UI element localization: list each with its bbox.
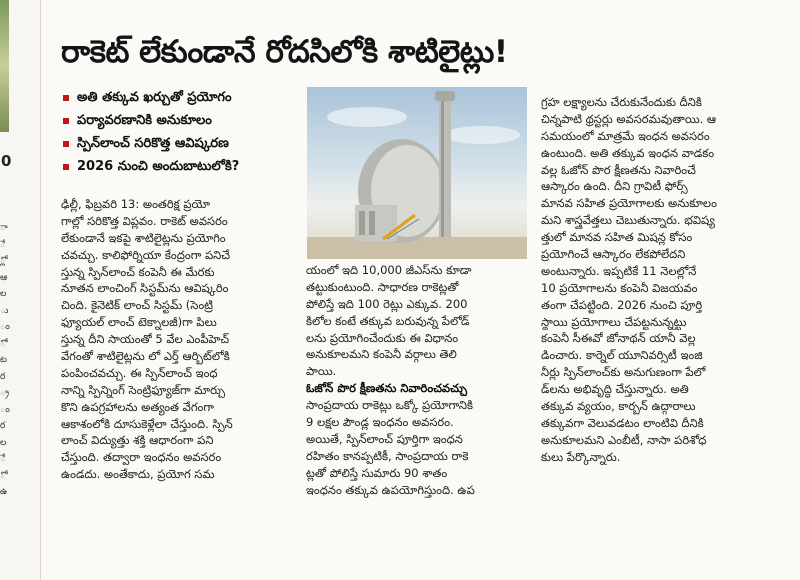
adjacent-text-line: ట bbox=[0, 355, 7, 365]
article-line: ఫ్యూయల్ లాంచ్ టెక్నాలజీ)గా పిలు bbox=[61, 315, 217, 330]
adjacent-text-line: ం bbox=[0, 322, 10, 332]
article-headline: రాకెట్ లేకుండానే రోదసిలోకి శాటిలైట్లు! bbox=[61, 34, 508, 70]
article-line: తట్టుకుంటుంది. సాధారణ రాకెట్లతో bbox=[306, 279, 459, 294]
article-line: లను ప్రయోగించేందుకు ఈ విధానం bbox=[306, 330, 459, 345]
highlight-item: స్పిన్‌లాంచ్ సరికొత్త ఆవిష్కరణ bbox=[61, 132, 311, 155]
article-line: వేగంతో శాటిలైట్లను లో ఎర్త్ ఆర్బిట్‌లోకి bbox=[61, 349, 230, 364]
adjacent-text-line: ే bbox=[0, 239, 6, 250]
article-line: డ్‌లను అభివృద్ధి చేస్తున్నారు. అతి bbox=[541, 382, 689, 397]
article-line: ఇంధనం తక్కువ ఉపయోగిస్తుంది. ఉప bbox=[306, 482, 475, 497]
adjacent-text-line: ే bbox=[0, 454, 6, 464]
article-line: 9 లక్షల పౌండ్ల ఇంధనం అవసరం. bbox=[306, 415, 454, 430]
article-line: డించారు. కార్నెల్ యూనివర్సిటీ ఇంజి bbox=[541, 348, 703, 363]
highlight-item: 2026 నుంచి అందుబాటులోకి? bbox=[61, 155, 311, 178]
article-column-1 bbox=[61, 196, 316, 483]
article-line: మని శాస్త్రవేత్తలు చెబుతున్నారు. భవిష్య bbox=[541, 213, 715, 228]
article-line: స్తున్న స్పిన్‌లాంచ్ కంపెనీ ఈ మేరకు bbox=[61, 264, 215, 279]
article-line: గ్రహ లక్ష్యాలను చేరుకునేందుకు దీనికి bbox=[541, 95, 702, 109]
news-article bbox=[40, 0, 800, 580]
adjacent-text-line: ్లో bbox=[0, 256, 6, 266]
article-line: తంగా చేపట్టింది. 2026 నుంచి పూర్తి bbox=[541, 297, 703, 312]
article-line: పాయి. bbox=[306, 364, 337, 379]
article-line: లాంచ్ విద్యుత్తు శక్తి ఆధారంగా పని bbox=[61, 433, 214, 448]
article-line: కిలోల కంటే తక్కువ బరువున్న పేలోడ్ bbox=[306, 313, 470, 328]
article-line: చేస్తుంది. తద్వారా ఇంధనం అవసరం bbox=[61, 450, 222, 465]
article-line: కొని ఉపగ్రహాలను అత్యంత వేగంగా bbox=[61, 399, 214, 414]
article-column-3 bbox=[541, 94, 773, 466]
article-line: పోలిస్తే ఇది 100 రెట్లు ఎక్కువ. 200 bbox=[306, 296, 468, 311]
adjacent-text-line: ర bbox=[0, 421, 6, 431]
article-column-2 bbox=[306, 262, 528, 498]
article-line: అనుకూలమని కంపెనీ వర్గాలు తెలి bbox=[306, 347, 457, 362]
adjacent-text-line: ం bbox=[0, 404, 10, 415]
article-line: ఆస్కారం ఉంది. దీని గ్రావిటీ ఫోర్స్ bbox=[541, 179, 688, 194]
adjacent-text-line: ర bbox=[0, 371, 6, 382]
adjacent-text-line: ో bbox=[0, 338, 6, 349]
highlights-list bbox=[61, 86, 311, 178]
article-line: అనుకూలమని ఎంబీటీ, నాసా పరిశోధ bbox=[541, 432, 707, 447]
spinlaunch-photo bbox=[307, 87, 527, 259]
adjacent-text-line: ల bbox=[0, 289, 7, 299]
article-line: వల్ల ఓజోన్ పొర క్షీణతను నివారించే bbox=[541, 162, 696, 177]
article-line: నూతన లాంచింగ్ సిస్టమ్‌ను ఆవిష్కరిం bbox=[61, 281, 229, 296]
article-line: రహితం కానప్పటికీ, సాంప్రదాయ రాకె bbox=[306, 448, 469, 463]
article-line: ఢిల్లీ, ఫిబ్రవరి 13: అంతరిక్ష ప్రయో bbox=[61, 197, 210, 211]
adjacent-text-line: ు bbox=[0, 305, 9, 316]
section-subheading: ఓజోన్ పొర క్షీణతను నివారించవచ్చు bbox=[306, 381, 467, 396]
adjacent-text-line: ో bbox=[0, 470, 6, 481]
article-line: స్తున్న దీని సాయంతో 5 వేల ఎంపీహెచ్ bbox=[61, 332, 230, 347]
article-line: పంపించవచ్చు. ఈ స్పిన్‌లాంచ్ ఇంధ bbox=[61, 365, 218, 380]
adjacent-text-line: ఉ bbox=[0, 487, 8, 497]
article-line: సమయంలో మాత్రమే ఇంధన అవసరం bbox=[541, 128, 710, 143]
article-line: 10 ప్రయోగాలను కంపెనీ విజయవం bbox=[541, 280, 698, 295]
article-line: స్థాయి ప్రయోగాలు చేపట్టనున్నట్టు bbox=[541, 314, 687, 329]
article-line: చవచ్చు. కాలిఫోర్నియా కేంద్రంగా పనిచే bbox=[61, 247, 230, 262]
article-line: యంలో ఇది 10,000 జీఎస్‌ను కూడా bbox=[306, 263, 472, 277]
article-line: కులు పేర్కొన్నారు. bbox=[541, 449, 621, 464]
adjacent-text-line: ్ర bbox=[0, 388, 9, 398]
adjacent-digit: 0 bbox=[1, 152, 12, 170]
adjacent-article-edge bbox=[0, 0, 40, 580]
article-line: అంటున్నారు. ఇప్పటికే 11 నెలల్లోనే bbox=[541, 263, 697, 278]
article-line: చింది. కైనెటిక్ లాంచ్ సిస్టమ్ (సెంట్రి bbox=[61, 298, 214, 313]
article-line: ప్రయోగించే ఆస్కారం లేకపోలేదని bbox=[541, 247, 686, 262]
article-line: తక్కువగా వెలువడటం లాంటివి దీనికి bbox=[541, 415, 704, 430]
highlight-item: పర్యావరణానికి అనుకూలం bbox=[61, 109, 311, 132]
article-line: ట్లతో పోలిస్తే సుమారు 90 శాతం bbox=[306, 465, 448, 480]
article-line: మానవ సహిత ప్రయోగాలకు అనుకూలం bbox=[541, 196, 717, 211]
article-line: ఉండదు. అంతేకాదు, ప్రయోగ సమ bbox=[61, 467, 215, 482]
adjacent-photo-edge bbox=[0, 0, 9, 132]
adjacent-text-line: ఆ bbox=[0, 272, 8, 283]
article-line: నాన్ని స్పిన్నింగ్ సెంట్రిఫ్యూజ్‌గా మార్చు bbox=[61, 382, 226, 397]
article-line: లేకుండానే ఇకపై శాటిలైట్లను ప్రయోగిం bbox=[61, 230, 226, 245]
article-line: చిన్నపాటి థ్రస్టర్లు అవసరమవుతాయి. ఆ bbox=[541, 111, 717, 126]
highlight-item: అతి తక్కువ ఖర్చుతో ప్రయోగం bbox=[61, 86, 311, 109]
article-line: సాంప్రదాయ రాకెట్లు ఒక్కో ప్రయోగానికి bbox=[306, 398, 473, 413]
article-line: ఉంటుంది. అతి తక్కువ ఇంధన వాడకం bbox=[541, 145, 715, 160]
article-line: నీర్లు స్పిన్‌లాంచ్‌కు అనుగుణంగా పేలో bbox=[541, 365, 706, 380]
article-line: కంపెనీ సీఈవో జోనాథన్ యానీ వెల్ల bbox=[541, 331, 696, 346]
article-line: త్తులో మానవ సహిత మిషన్ల కోసం bbox=[541, 230, 693, 245]
article-line: ఆకాశంలోకి దూసుకెళ్లేలా చేస్తుంది. స్పిన్ bbox=[61, 416, 233, 431]
adjacent-text-line: ా bbox=[0, 223, 8, 233]
article-line: గాల్లో సరికొత్త విప్లవం. రాకెట్ అవసరం bbox=[61, 213, 228, 228]
spinlaunch-centrifuge-illustration bbox=[307, 87, 527, 259]
adjacent-text-line: ల bbox=[0, 437, 7, 448]
article-line: అయితే, స్పిన్‌లాంచ్ పూర్తిగా ఇంధన bbox=[306, 431, 463, 446]
article-line: తక్కువ వ్యయం, కార్బన్ ఉద్గారాలు bbox=[541, 399, 696, 414]
adjacent-text-column bbox=[0, 220, 11, 501]
